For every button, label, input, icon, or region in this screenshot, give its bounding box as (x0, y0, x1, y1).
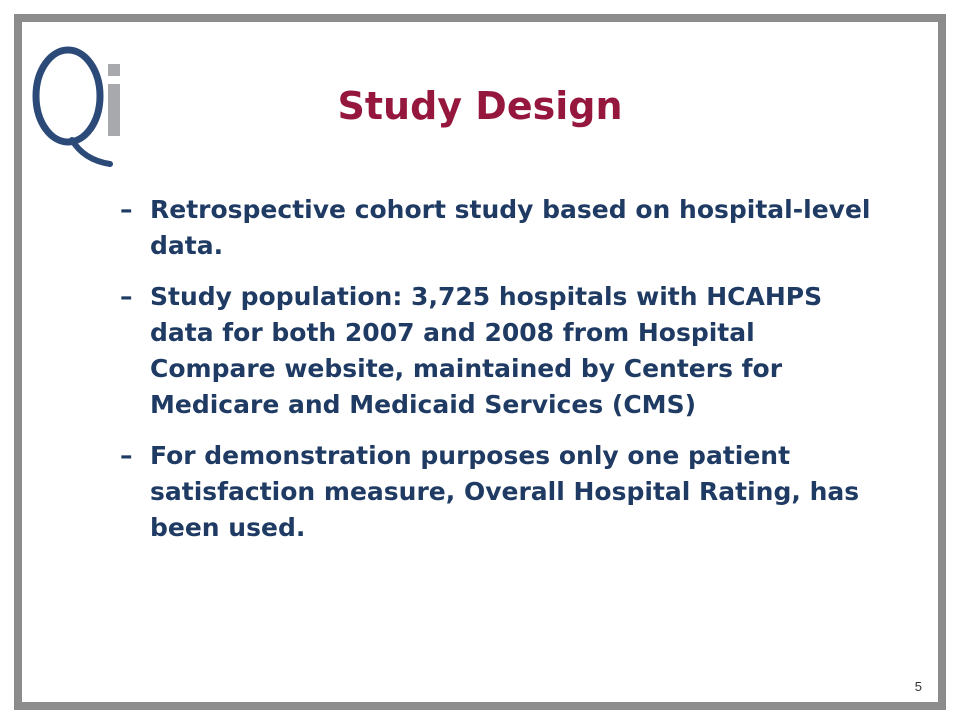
bullet-text: For demonstration purposes only one patient satisfaction measure, Overall Hospital Rating, has been used. (150, 441, 860, 542)
bullet-item (120, 438, 880, 546)
logo-q-tail (72, 140, 110, 164)
page-number: 5 (914, 679, 922, 694)
bullet-dash: – (120, 441, 133, 470)
bullet-dash: – (120, 282, 133, 311)
bullet-text: Retrospective cohort study based on hospital-level data. (150, 195, 871, 260)
logo-i-dot (108, 64, 120, 76)
slide-frame (14, 14, 946, 710)
bullet-item (120, 279, 880, 423)
bullet-dash: – (120, 195, 133, 224)
bullet-item (120, 192, 880, 264)
slide-title: Study Design (337, 84, 623, 128)
bullet-list (120, 192, 880, 561)
bullet-text: Study population: 3,725 hospitals with HCAHPS data for both 2007 and 2008 from Hospital Compare website, maintained by Centers for Medicare and Medicaid Services (CMS) (150, 282, 823, 419)
